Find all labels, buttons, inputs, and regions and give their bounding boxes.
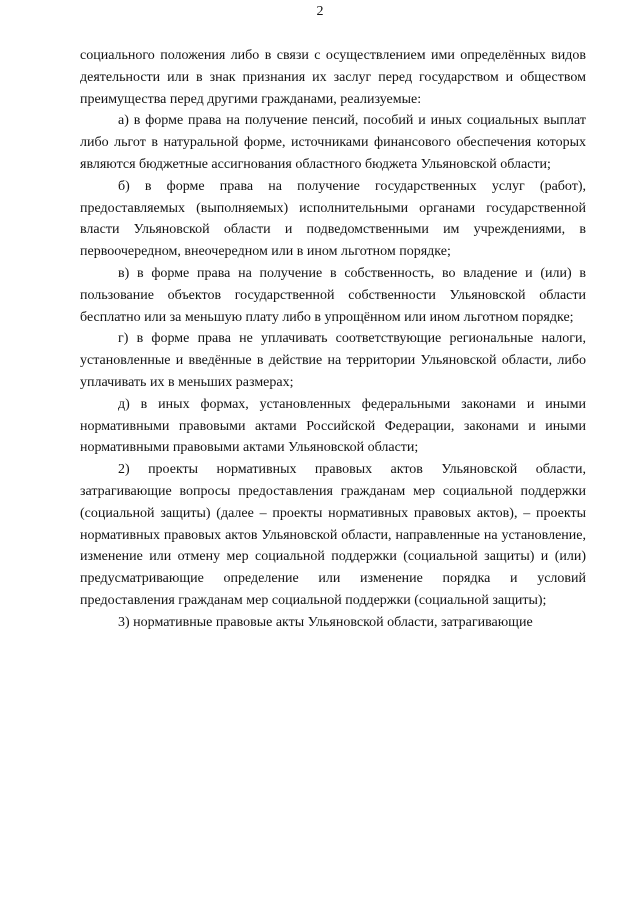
paragraph-item-g: г) в форме права не уплачивать соответствующие региональные налоги, установленные и введённые в действие на территории Ульяновской области, либо уплачивать их в меньших размерах; — [80, 331, 586, 390]
document-body — [80, 45, 586, 634]
paragraph-item-a: а) в форме права на получение пенсий, пособий и иных социальных выплат либо льгот в натуральной форме, источниками финансового обеспечения которых являются бюджетные ассигнования областного бюджета Ульяновской области; — [80, 113, 586, 172]
paragraph-item-v: в) в форме права на получение в собственность, во владение и (или) в пользование объектов государственной собственности Ульяновской области бесплатно или за меньшую плату либо в упрощённом или ином льготном порядке; — [80, 265, 586, 325]
paragraph-item-2: 2) проекты нормативных правовых актов Ульяновской области, затрагивающие вопросы предоставления гражданам мер социальной поддержки (социальной защиты) (далее – проекты нормативных правовых актов), – проекты нормативных правовых актов Ульяновской области, направленные на установление, изменение или отмену мер социальной поддержки (социальной защиты) и (или) предусматривающие определение или изменение порядка и условий предоставления гражданам мер социальной поддержки (социальной защиты); — [80, 462, 586, 608]
page-number: 2 — [316, 4, 324, 19]
paragraph-item-d: д) в иных формах, установленных федеральными законами и иными нормативными правовыми актами Российской Федерации, законами и иными нормативными правовыми актами Ульяновской области; — [80, 396, 586, 456]
paragraph-continuation: социального положения либо в связи с осуществлением ими определённых видов деятельности или в знак признания их заслуг перед государством и обществом преимущества перед другими гражданами, реализуемые: — [80, 48, 586, 107]
paragraph-item-3: 3) нормативные правовые акты Ульяновской области, затрагивающие — [118, 614, 533, 630]
paragraph-item-b: б) в форме права на получение государственных услуг (работ), предоставляемых (выполняемых) исполнительными органами государственной власти Ульяновской области и подведомственными им учреждениями, в первоочередном, внеочередном или в ином льготном порядке; — [80, 178, 586, 260]
